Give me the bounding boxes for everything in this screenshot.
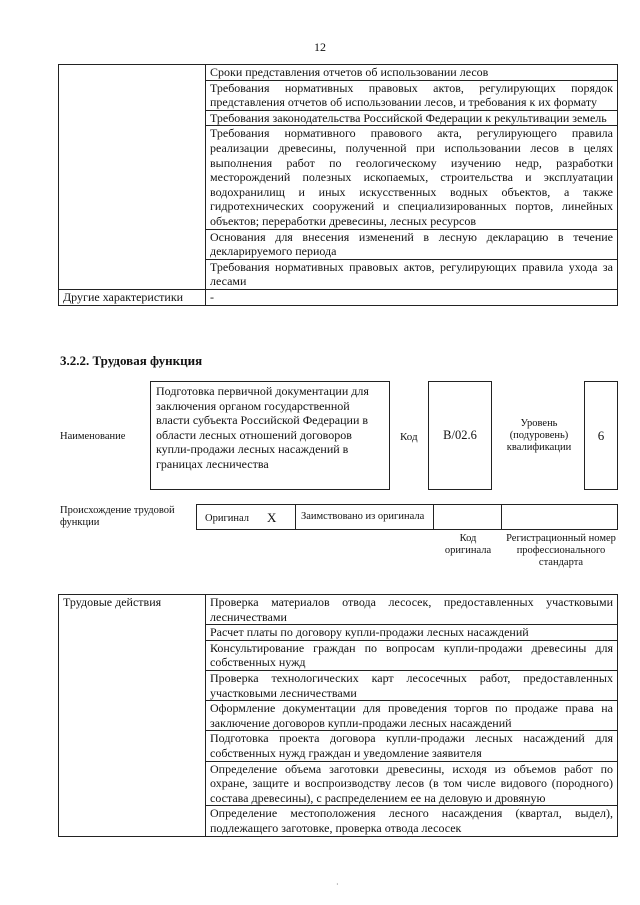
code-label: Код <box>400 431 418 443</box>
original-code-caption: Код оригинала <box>444 533 492 556</box>
other-characteristics-value: - <box>206 289 618 305</box>
level-value: 6 <box>597 427 605 443</box>
registration-number-caption: Регистрационный номер профессионального стандарта <box>506 533 616 568</box>
labor-action: Консультирование граждан по вопросам купли-продажи древесины для собственных нужд <box>206 640 618 670</box>
borrowed-label: Заимствовано из оригинала <box>301 511 425 522</box>
labor-action: Определение местоположения лесного насаждения (квартал, выдел), подлежащего заготовке, проверка отвода лесосек <box>206 806 618 836</box>
labor-action: Проверка технологических карт лесосечных работ, предоставленных участковыми лесничествами <box>206 670 618 700</box>
original-mark: X <box>267 510 277 525</box>
table-cell: Требования законодательства Российской Федерации к рекультивации земель <box>206 110 618 126</box>
labor-action: Оформление документации для проведения торгов по продаже права на заключение договоров купли-продажи лесных насаждений <box>206 701 618 731</box>
page-number: 12 <box>314 40 326 54</box>
original-code-cell <box>433 504 502 530</box>
borrowed-cell <box>295 504 434 530</box>
function-code-box <box>428 381 492 490</box>
table-cell: Требования нормативных правовых актов, регулирующих правила ухода за лесами <box>206 259 618 289</box>
scan-mark: · <box>336 880 339 889</box>
origin-label: Происхождение трудовой функции <box>60 505 175 528</box>
labor-action: Проверка материалов отвода лесосек, предоставленных участковыми лесничествами <box>206 595 618 625</box>
table-cell: Требования нормативного правового акта, регулирующего правила реализации древесины, полученной при использовании лесов в целях выполнения работ по геологическому изучению недр, разработки месторождений полезных ископаемых, строительства и эксплуатации водохранилищ и иных искусственных водных объектов, а также гидротехнических сооружений и специализированных портов, линейных объектов; переработки древесины, лесных ресурсов <box>206 126 618 229</box>
level-label: Уровень (подуровень) квалификации <box>506 418 572 453</box>
name-label: Наименование <box>60 431 126 442</box>
labor-action: Подготовка проекта договора купли-продажи лесных насаждений для собственных нужд граждан и уведомление заявителя <box>206 731 618 761</box>
original-cell <box>196 504 296 530</box>
level-box <box>584 381 618 490</box>
labor-actions-label: Трудовые действия <box>59 595 206 837</box>
table-cell: Требования нормативных правовых актов, регулирующих порядок представления отчетов об использовании лесов, и требования к их формату <box>206 80 618 110</box>
knowledge-table-continuation <box>58 64 618 306</box>
table-row-other <box>59 289 618 305</box>
section-title: 3.2.2. Трудовая функция <box>60 353 203 368</box>
table-cell: Основания для внесения изменений в лесную декларацию в течение декларируемого периода <box>206 229 618 259</box>
labor-actions-table <box>58 594 618 837</box>
function-name-box <box>150 381 390 490</box>
table-cell: Сроки представления отчетов об использовании лесов <box>206 65 618 81</box>
labor-action: Определение объема заготовки древесины, исходя из объемов работ по охране, защите и воспроизводству лесов (в том числе видового (породного) состава древесины), с распределением ее на деловую и дровяную <box>206 761 618 806</box>
function-name-value: Подготовка первичной документации для заключения органом государственной власти субъекта Российской Федерации в области лесных отношений договоров купли-продажи лесных насаждений в границах лесничества <box>156 384 369 471</box>
table-row <box>59 595 618 625</box>
labor-action: Расчет платы по договору купли-продажи лесных насаждений <box>206 625 618 641</box>
other-characteristics-label: Другие характеристики <box>59 289 206 305</box>
row-label-empty <box>59 65 206 290</box>
function-code-value: В/02.6 <box>443 428 477 442</box>
table-row <box>59 65 618 81</box>
registration-number-cell <box>501 504 618 530</box>
original-label: Оригинал <box>205 513 249 524</box>
